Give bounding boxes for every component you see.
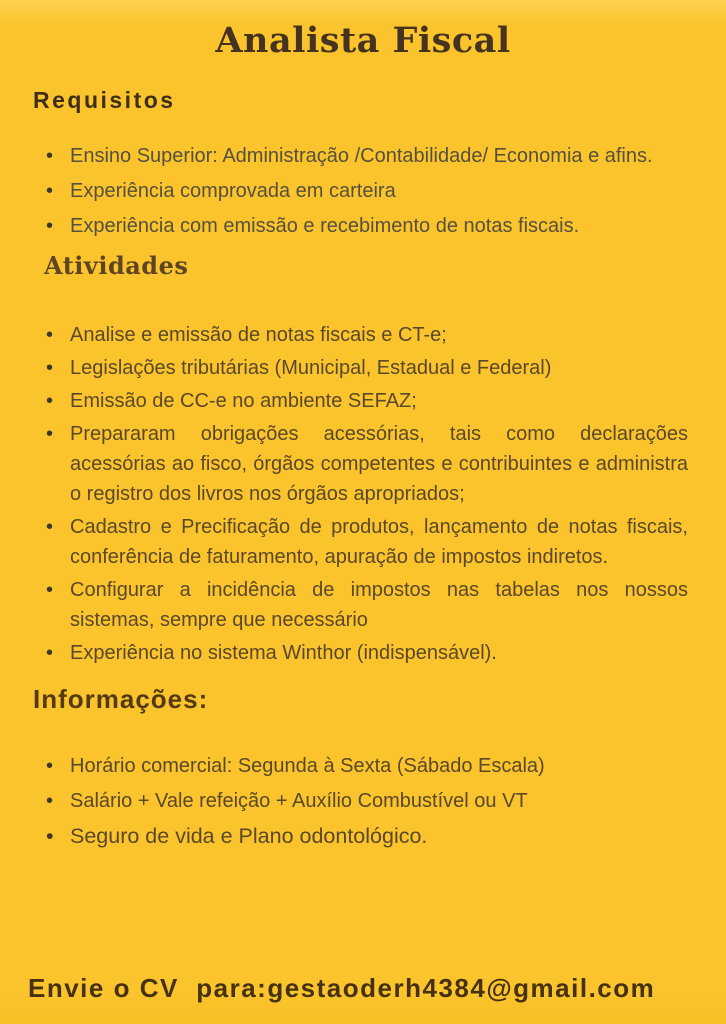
page-title: Analista Fiscal <box>215 20 511 61</box>
list-item: • Configurar a incidência de impostos nas tabelas nos nossos sistemas, sempre que necessário <box>70 575 688 635</box>
atividades-list <box>0 320 726 668</box>
list-item: • Cadastro e Precificação de produtos, lançamento de notas fiscais, conferência de faturamento, apuração de impostos indiretos. <box>70 512 688 572</box>
list-item: • Analise e emissão de notas fiscais e CT-e; <box>70 320 688 350</box>
list-item: • Experiência no sistema Winthor (indispensável). <box>70 638 688 668</box>
list-item: • Horário comercial: Segunda à Sexta (Sábado Escala) <box>70 751 688 782</box>
list-item: • Experiência com emissão e recebimento de notas fiscais. <box>70 210 688 243</box>
list-item: • Experiência comprovada em carteira <box>70 175 688 208</box>
list-item: • Legislações tributárias (Municipal, Estadual e Federal) <box>70 353 688 383</box>
cv-email-footer: Envie o CV para:gestaoderh4384@gmail.com <box>28 973 656 1003</box>
list-item: • Emissão de CC-e no ambiente SEFAZ; <box>70 386 688 416</box>
requisitos-list <box>0 140 726 243</box>
section-heading-atividades: Atividades <box>44 251 189 280</box>
list-item: • Prepararam obrigações acessórias, tais como declarações acessórias ao fisco, órgãos competentes e contribuintes e administra o registro dos livros nos órgãos apropriados; <box>70 419 688 509</box>
list-item: • Salário + Vale refeição + Auxílio Combustível ou VT <box>70 786 688 817</box>
section-heading-informacoes: Informações: <box>33 684 209 714</box>
list-item: • Seguro de vida e Plano odontológico. <box>70 821 688 852</box>
informacoes-list <box>0 751 726 852</box>
list-item: • Ensino Superior: Administração /Contabilidade/ Economia e afins. <box>70 140 688 173</box>
section-heading-requisitos: Requisitos <box>33 87 176 113</box>
